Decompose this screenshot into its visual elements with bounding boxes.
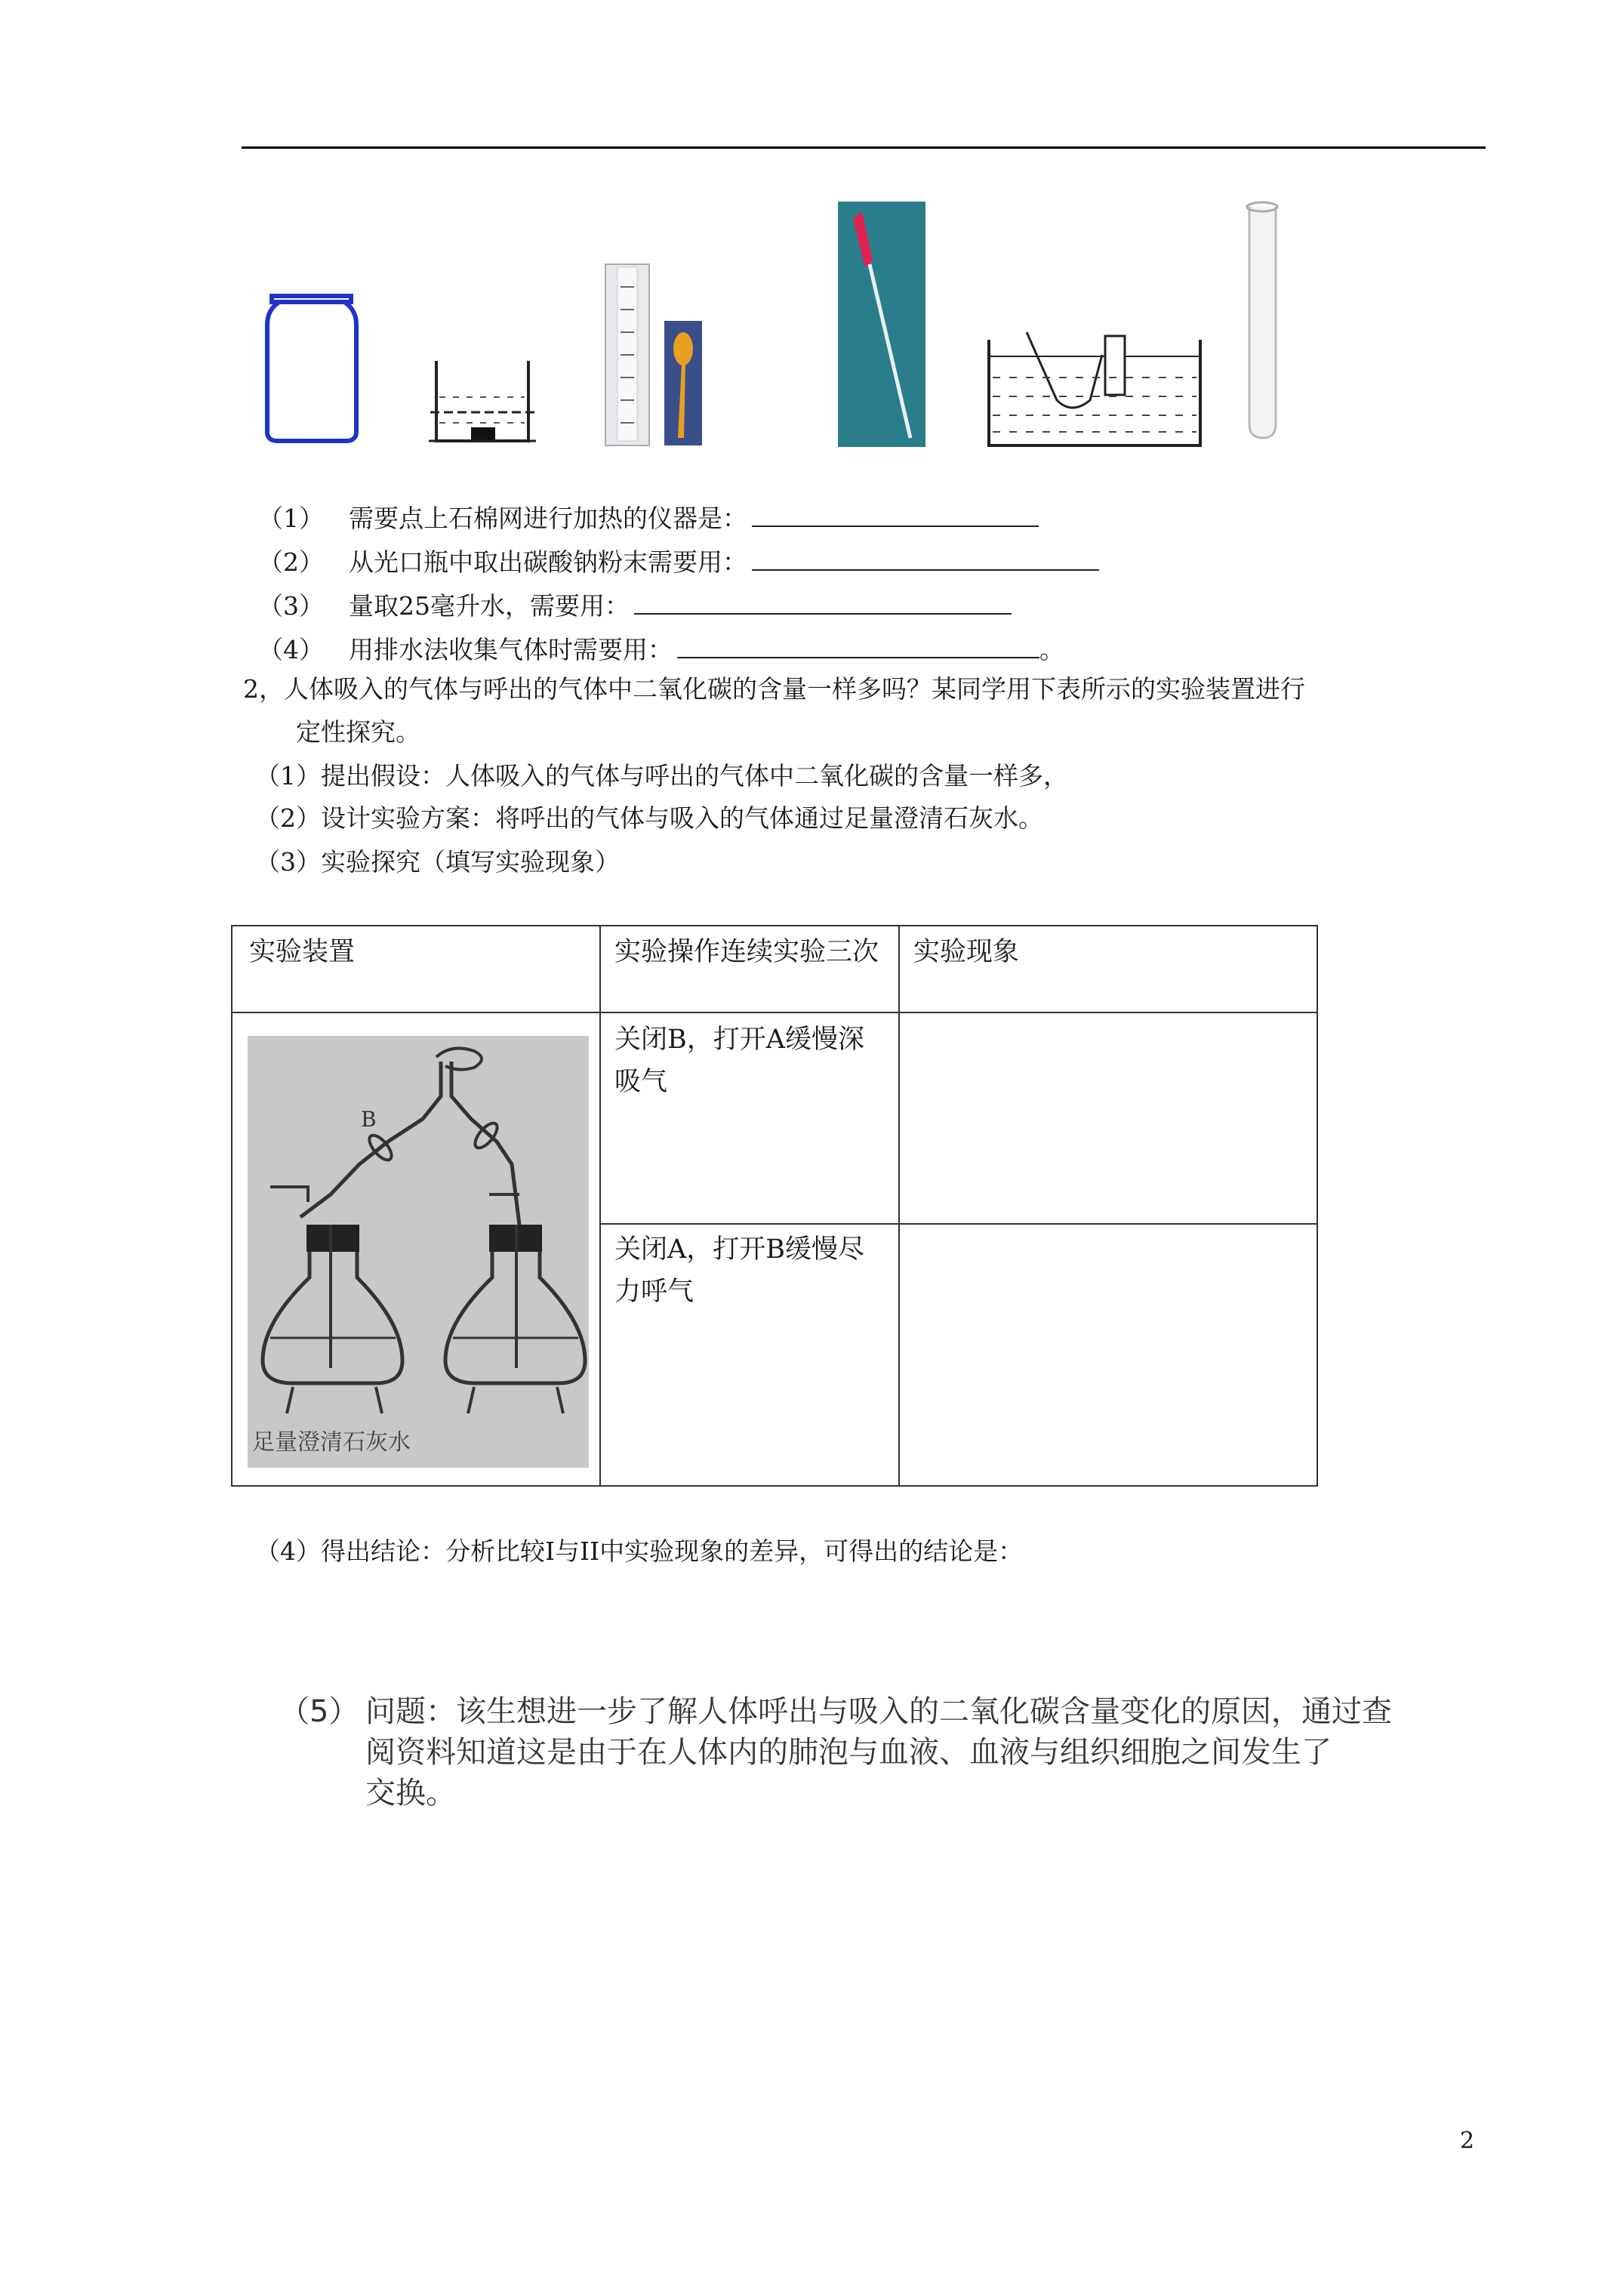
header-operation: 实验操作连续实验三次	[614, 937, 879, 967]
test-tube-icon	[1247, 202, 1277, 438]
phenomenon-cell-inhale[interactable]	[900, 1013, 1317, 1222]
question-number: （3）	[258, 591, 324, 621]
question-2-step-2: （2）设计实验方案：将呼出的气体与吸入的气体通过足量澄清石灰水。	[255, 803, 1043, 833]
water-trough-icon	[989, 332, 1200, 445]
question-text: 需要点上石棉网进行加热的仪器是：	[349, 504, 747, 533]
spoon-icon	[664, 321, 702, 445]
operation-inhale: 关闭B，打开A缓慢深吸气	[614, 1025, 864, 1097]
beaker-on-burner-icon	[429, 361, 536, 441]
question-5-number: （5）	[279, 1694, 359, 1729]
question-1-4	[258, 631, 1064, 665]
answer-blank[interactable]	[677, 631, 1039, 658]
apparatus-caption: 足量澄清石灰水	[252, 1429, 411, 1456]
apparatus-diagram	[248, 1036, 589, 1468]
question-1-2	[258, 544, 1099, 578]
page-number: 2	[1460, 2128, 1475, 2154]
question-4: （4）得出结论：分析比较I与II中实验现象的差异，可得出的结论是：	[255, 1536, 1024, 1566]
conclusion-answer-area[interactable]	[255, 1578, 1463, 1669]
experiment-table	[231, 925, 1318, 1487]
question-number: （4）	[258, 635, 324, 664]
table-divider	[599, 926, 601, 1485]
svg-text:B: B	[361, 1107, 377, 1132]
phenomenon-cell-exhale[interactable]	[900, 1225, 1317, 1485]
question-text: 量取25毫升水，需要用：	[349, 591, 630, 621]
question-5-line-1: 问题：该生想进一步了解人体呼出与吸入的二氧化碳含量变化的原因，通过查	[365, 1694, 1392, 1729]
gas-jar-icon	[267, 296, 356, 441]
question-2-intro-cont: 定性探究。	[296, 717, 420, 747]
question-number: （2）	[258, 547, 324, 577]
question-2-intro: 2，人体吸入的气体与呼出的气体中二氧化碳的含量一样多吗？某同学用下表所示的实验装置进行	[243, 674, 1305, 704]
question-2-step-3: （3）实验探究（填写实验现象）	[255, 847, 620, 877]
question-5-line-2: 阅资料知道这是由于在人体内的肺泡与血液、血液与组织细胞之间发生了	[365, 1735, 1332, 1770]
question-text: 用排水法收集气体时需要用：	[349, 635, 673, 664]
header-rule	[242, 146, 1486, 149]
question-suffix: 。	[1039, 635, 1064, 664]
dropper-icon	[838, 202, 925, 447]
answer-blank[interactable]	[752, 544, 1099, 571]
question-2-step-1: （1）提出假设：人体吸入的气体与呼出的气体中二氧化碳的含量一样多，	[255, 761, 1068, 791]
answer-blank[interactable]	[752, 500, 1039, 527]
graduated-cylinder-icon	[605, 264, 649, 445]
question-1-3	[258, 587, 1012, 621]
header-phenomenon: 实验现象	[913, 937, 1020, 967]
question-1-1	[258, 500, 1039, 534]
header-apparatus: 实验装置	[249, 937, 356, 967]
question-number: （1）	[258, 504, 324, 533]
operation-exhale: 关闭A，打开B缓慢尽力呼气	[614, 1234, 864, 1307]
question-text: 从光口瓶中取出碳酸钠粉末需要用：	[349, 547, 747, 577]
answer-blank[interactable]	[634, 587, 1012, 615]
apparatus-row	[257, 189, 1329, 461]
question-5-line-3: 交换。	[365, 1776, 456, 1811]
